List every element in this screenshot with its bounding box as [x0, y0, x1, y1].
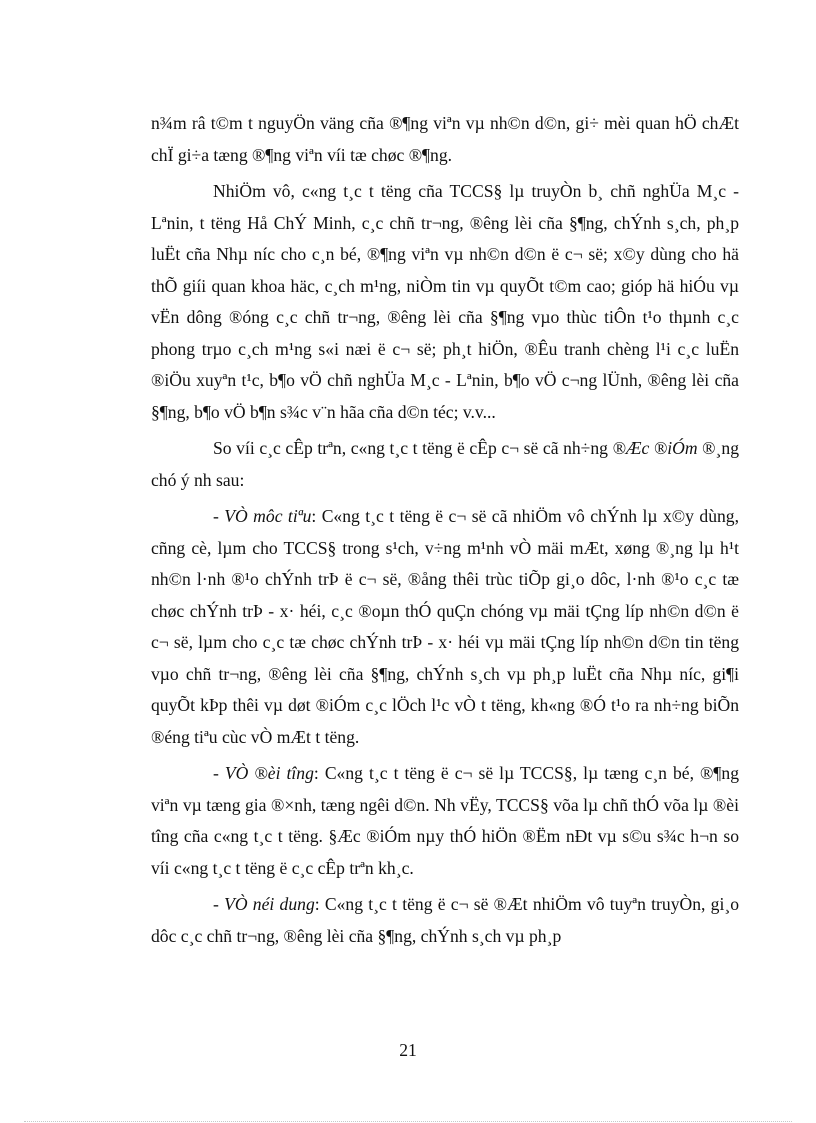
paragraph-content-lead: -	[213, 894, 225, 914]
paragraph-goals-heading: VÒ môc tiªu	[224, 506, 312, 526]
paragraph-2: NhiÖm vô, c«ng t¸c t tëng cña TCCS§ lµ truyÒn b¸ chñ nghÜa M¸c - Lªnin, t tëng Hå ChÝ Minh, c¸c chñ tr¬ng, ®êng lèi cña §¶ng, chÝnh s¸ch, ph¸p luËt cña Nhµ níc cho c¸n bé, ®¶ng viªn vµ nh©n d©n ë c¬ së; x©y dùng cho hä thÕ giíi quan khoa häc, c¸ch m¹ng, niÒm tin vµ quyÕt t©m cao; gióp hä hiÓu vµ vËn dông ®óng c¸c chñ tr¬ng, ®êng lèi cña §¶ng vµo thùc tiÔn t¹o thµnh c¸c phong trµo c¸ch m¹ng s«i næi ë c¬ së; ph¸t hiÖn, ®Êu tranh chèng l¹i c¸c luËn ®iÖu xuyªn t¹c, b¶o vÖ chñ nghÜa M¸c - Lªnin, b¶o vÖ c¬ng lÜnh, ®êng lèi cña §¶ng, b¶o vÖ b¶n s¾c v¨n hãa cña d©n téc; v.v...	[151, 181, 739, 422]
paragraph-subjects-heading: VÒ ®èi tîng	[224, 763, 314, 783]
page-number: 21	[399, 1040, 417, 1060]
paragraph-3	[151, 433, 739, 496]
paragraph-content-heading: VÒ néi dung	[224, 894, 315, 914]
paragraph-3-emphasis: ®Æc ®iÓm	[612, 438, 698, 458]
footer-divider	[24, 1121, 792, 1122]
paragraph-goals-lead: -	[213, 506, 225, 526]
paragraph-3-text: So víi c¸c cÊp trªn, c«ng t¸c t tëng ë cÊp c¬ së cã nh÷ng	[213, 438, 613, 458]
paragraph-content	[151, 889, 739, 952]
body-text	[151, 108, 739, 957]
paragraph-3-tail: ®¸ng chó ý nh sau:	[151, 438, 739, 490]
paragraph-1: n¾m râ t©m t nguyÖn väng cña ®¶ng viªn vµ nh©n d©n, gi÷ mèi quan hÖ chÆt chÏ gi÷a tæng ®¶ng viªn víi tæ chøc ®¶ng.	[151, 113, 739, 165]
paragraph-content-text: : C«ng t¸c t tëng ë c¬ së ®Æt nhiÖm vô tuyªn truyÒn, gi¸o dôc c¸c chñ tr¬ng, ®êng lèi cña §¶ng, chÝnh s¸ch vµ ph¸p	[151, 894, 739, 946]
paragraph-subjects	[151, 758, 739, 884]
paragraph-goals	[151, 501, 739, 753]
paragraph-subjects-text: : C«ng t¸c t tëng ë c¬ së lµ TCCS§, lµ tæng c¸n bé, ®¶ng viªn vµ tæng gia ®×nh, tæng ngêi d©n. Nh vËy, TCCS§ võa lµ chñ thÓ võa lµ ®èi tîng cña c«ng t¸c t tëng. §Æc ®iÓm nµy thÓ hiÖn ®Ëm nÐt vµ s©u s¾c h¬n so víi c«ng t¸c t tëng ë c¸c cÊp trªn kh¸c.	[151, 763, 739, 878]
paragraph-goals-text: : C«ng t¸c t tëng ë c¬ së cã nhiÖm vô chÝnh lµ x©y dùng, cñng cè, lµm cho TCCS§ trong s¹ch, v÷ng m¹nh vÒ mäi mÆt, xøng ®¸ng lµ h¹t nh©n l·nh ®¹o chÝnh trÞ ë c¬ së, ®ång thêi trùc tiÕp gi¸o dôc, l·nh ®¹o c¸c tæ chøc chÝnh trÞ - x· héi, c¸c ®oµn thÓ quÇn chóng vµ mäi tÇng líp nh©n d©n ë c¬ së, lµm cho c¸c tæ chøc chÝnh trÞ - x· héi vµ mäi tÇng líp nh©n d©n tin tëng vµo chñ tr¬ng, ®êng lèi cña §¶ng, chÝnh s¸ch vµ ph¸p luËt cña Nhµ níc, gi¶i quyÕt kÞp thêi vµ døt ®iÓm c¸c lÖch l¹c vÒ t tëng, kh«ng ®Ó t¹o ra nh÷ng biÕn ®éng tiªu cùc vÒ mÆt t tëng.	[151, 506, 739, 747]
paragraph-subjects-lead: -	[213, 763, 225, 783]
